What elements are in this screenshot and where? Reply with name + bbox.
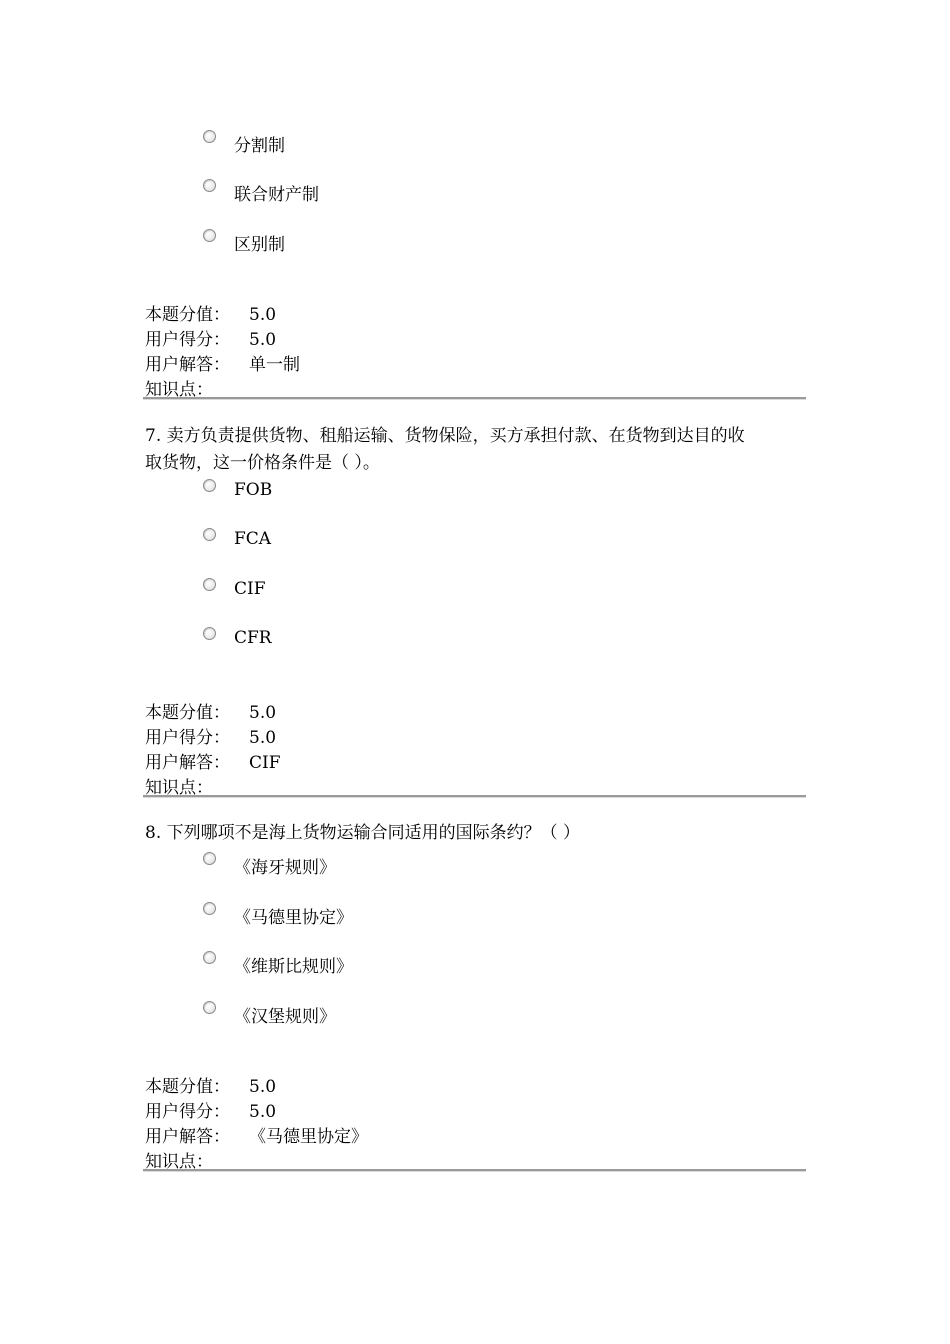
q8-user-answer-row [145,1122,368,1147]
q8-score-row [145,1072,276,1097]
score-value: 5.0 [249,1077,277,1097]
q6-user-answer-row [145,350,300,375]
score-value: 5.0 [249,305,277,325]
question-line-2: 取货物，这一价格条件是（ ）。 [145,453,380,473]
radio-button[interactable] [203,902,216,915]
option-label: FCA [234,529,272,549]
divider [143,1169,806,1172]
radio-button[interactable] [203,229,216,242]
option-label: 《海牙规则》 [234,858,336,878]
score-label: 本题分值： [145,1077,230,1097]
user-answer-value: 《马德里协定》 [249,1127,368,1147]
q8-question-text [145,820,810,847]
divider [143,795,806,798]
user-score-value: 5.0 [249,1102,277,1122]
user-answer-label: 用户解答： [145,1127,230,1147]
option-label: 《马德里协定》 [234,908,353,928]
option-label: CIF [234,579,266,599]
user-answer-value: CIF [249,753,281,773]
option-label: CFR [234,628,272,648]
radio-button[interactable] [203,179,216,192]
score-label: 本题分值： [145,703,230,723]
option-label: 区别制 [234,235,285,255]
knowledge-label: 知识点： [145,380,213,400]
radio-button[interactable] [203,852,216,865]
divider [143,397,806,400]
option-label: 《维斯比规则》 [234,957,353,977]
knowledge-label: 知识点： [145,1152,213,1172]
q7-score-row [145,698,276,723]
radio-button[interactable] [203,578,216,591]
question-line-1: 7. 卖方负责提供货物、租船运输、货物保险，买方承担付款、在货物到达目的收 [145,426,745,446]
user-score-label: 用户得分： [145,1102,230,1122]
option-label: FOB [234,480,273,500]
q6-user-score-row [145,325,276,350]
question-line-1: 8. 下列哪项不是海上货物运输合同适用的国际条约？（ ） [145,823,581,843]
q7-user-answer-row [145,748,281,773]
radio-button[interactable] [203,479,216,492]
radio-button[interactable] [203,1001,216,1014]
radio-button[interactable] [203,627,216,640]
user-score-value: 5.0 [249,728,277,748]
radio-button[interactable] [203,951,216,964]
radio-button[interactable] [203,528,216,541]
score-value: 5.0 [249,703,277,723]
q7-question-text [145,423,810,477]
q7-user-score-row [145,723,276,748]
radio-button[interactable] [203,130,216,143]
score-label: 本题分值： [145,305,230,325]
user-answer-label: 用户解答： [145,753,230,773]
q6-score-row [145,300,276,325]
user-score-label: 用户得分： [145,728,230,748]
knowledge-label: 知识点： [145,778,213,798]
user-score-value: 5.0 [249,330,277,350]
option-label: 《汉堡规则》 [234,1007,336,1027]
option-label: 联合财产制 [234,185,319,205]
user-answer-value: 单一制 [249,355,300,375]
user-score-label: 用户得分： [145,330,230,350]
q8-user-score-row [145,1097,276,1122]
user-answer-label: 用户解答： [145,355,230,375]
option-label: 分割制 [234,136,285,156]
